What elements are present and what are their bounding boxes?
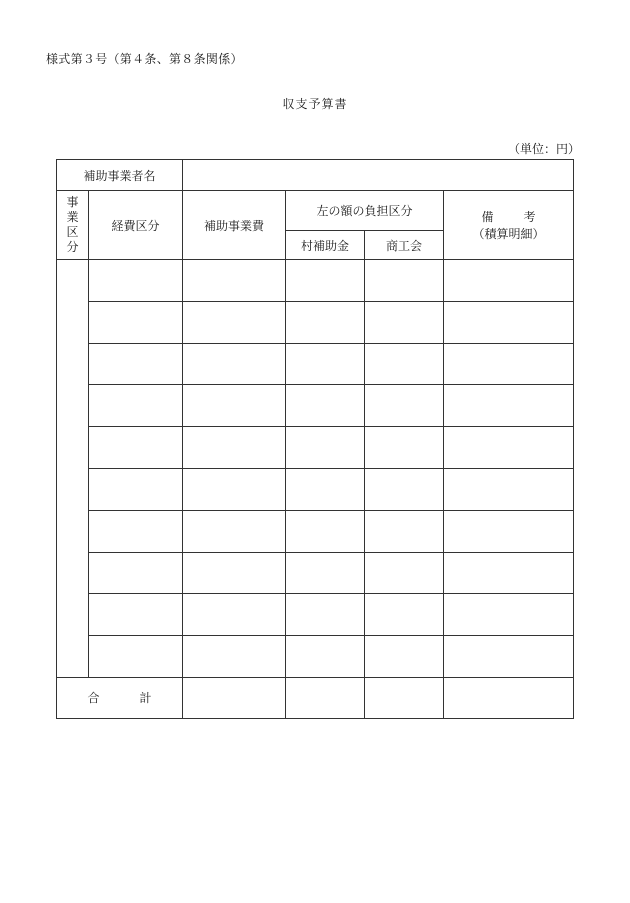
category-vertical-label: 事 業 区 分 [57, 191, 89, 260]
total-cell[interactable] [286, 677, 365, 718]
category-span-cell [57, 260, 89, 678]
document-title: 収支予算書 [282, 97, 348, 111]
table-cell[interactable] [89, 260, 183, 302]
table-row [57, 385, 574, 427]
burden-group-header: 左の額の負担区分 [286, 191, 444, 231]
table-cell[interactable] [89, 343, 183, 385]
table-cell[interactable] [286, 510, 365, 552]
table-cell[interactable] [89, 636, 183, 678]
table-cell[interactable] [365, 343, 444, 385]
table-cell[interactable] [183, 427, 286, 469]
applicant-value[interactable] [183, 160, 574, 191]
table-cell[interactable] [286, 468, 365, 510]
table-cell[interactable] [89, 468, 183, 510]
expense-category-header: 経費区分 [89, 191, 183, 260]
village-subsidy-header: 村補助金 [286, 231, 365, 260]
table-cell[interactable] [183, 343, 286, 385]
table-row [57, 343, 574, 385]
unit-label: （単位：円） [507, 142, 580, 156]
table-cell[interactable] [286, 260, 365, 302]
table-row [57, 510, 574, 552]
total-cell[interactable] [444, 677, 574, 718]
remarks-header: 備 考 （積算明細） [444, 191, 574, 260]
table-cell[interactable] [365, 510, 444, 552]
table-cell[interactable] [444, 427, 574, 469]
table-row [57, 552, 574, 594]
table-cell[interactable] [183, 636, 286, 678]
table-cell[interactable] [89, 427, 183, 469]
table-cell[interactable] [286, 552, 365, 594]
applicant-label: 補助事業者名 [57, 160, 183, 191]
table-cell[interactable] [365, 594, 444, 636]
total-cell[interactable] [365, 677, 444, 718]
table-cell[interactable] [89, 594, 183, 636]
table-cell[interactable] [286, 343, 365, 385]
table-cell[interactable] [183, 552, 286, 594]
table-cell[interactable] [365, 301, 444, 343]
commerce-association-header: 商工会 [365, 231, 444, 260]
table-cell[interactable] [444, 636, 574, 678]
table-row [57, 468, 574, 510]
table-cell[interactable] [286, 385, 365, 427]
table-cell[interactable] [89, 552, 183, 594]
table-cell[interactable] [89, 385, 183, 427]
table-cell[interactable] [89, 510, 183, 552]
table-cell[interactable] [286, 594, 365, 636]
table-row [57, 301, 574, 343]
table-cell[interactable] [365, 552, 444, 594]
table-cell[interactable] [444, 301, 574, 343]
table-cell[interactable] [286, 301, 365, 343]
table-cell[interactable] [183, 385, 286, 427]
project-cost-header: 補助事業費 [183, 191, 286, 260]
table-cell[interactable] [183, 260, 286, 302]
table-cell[interactable] [365, 636, 444, 678]
table-cell[interactable] [183, 594, 286, 636]
table-cell[interactable] [444, 552, 574, 594]
total-cell[interactable] [183, 677, 286, 718]
table-cell[interactable] [444, 510, 574, 552]
table-cell[interactable] [444, 260, 574, 302]
applicant-row [57, 160, 574, 191]
table-cell[interactable] [365, 468, 444, 510]
table-row [57, 260, 574, 302]
table-cell[interactable] [365, 385, 444, 427]
table-cell[interactable] [286, 636, 365, 678]
budget-table [56, 159, 574, 719]
form-number: 様式第３号（第４条、第８条関係） [46, 52, 243, 66]
total-row [57, 677, 574, 718]
table-cell[interactable] [444, 594, 574, 636]
header-row-1 [57, 191, 574, 231]
table-cell[interactable] [444, 343, 574, 385]
table-cell[interactable] [183, 468, 286, 510]
table-cell[interactable] [89, 301, 183, 343]
total-label: 合 計 [57, 677, 183, 718]
table-cell[interactable] [365, 427, 444, 469]
table-cell[interactable] [444, 468, 574, 510]
table-row [57, 594, 574, 636]
table-cell[interactable] [365, 260, 444, 302]
table-cell[interactable] [183, 301, 286, 343]
table-cell[interactable] [183, 510, 286, 552]
table-row [57, 636, 574, 678]
table-cell[interactable] [444, 385, 574, 427]
table-row [57, 427, 574, 469]
table-cell[interactable] [286, 427, 365, 469]
